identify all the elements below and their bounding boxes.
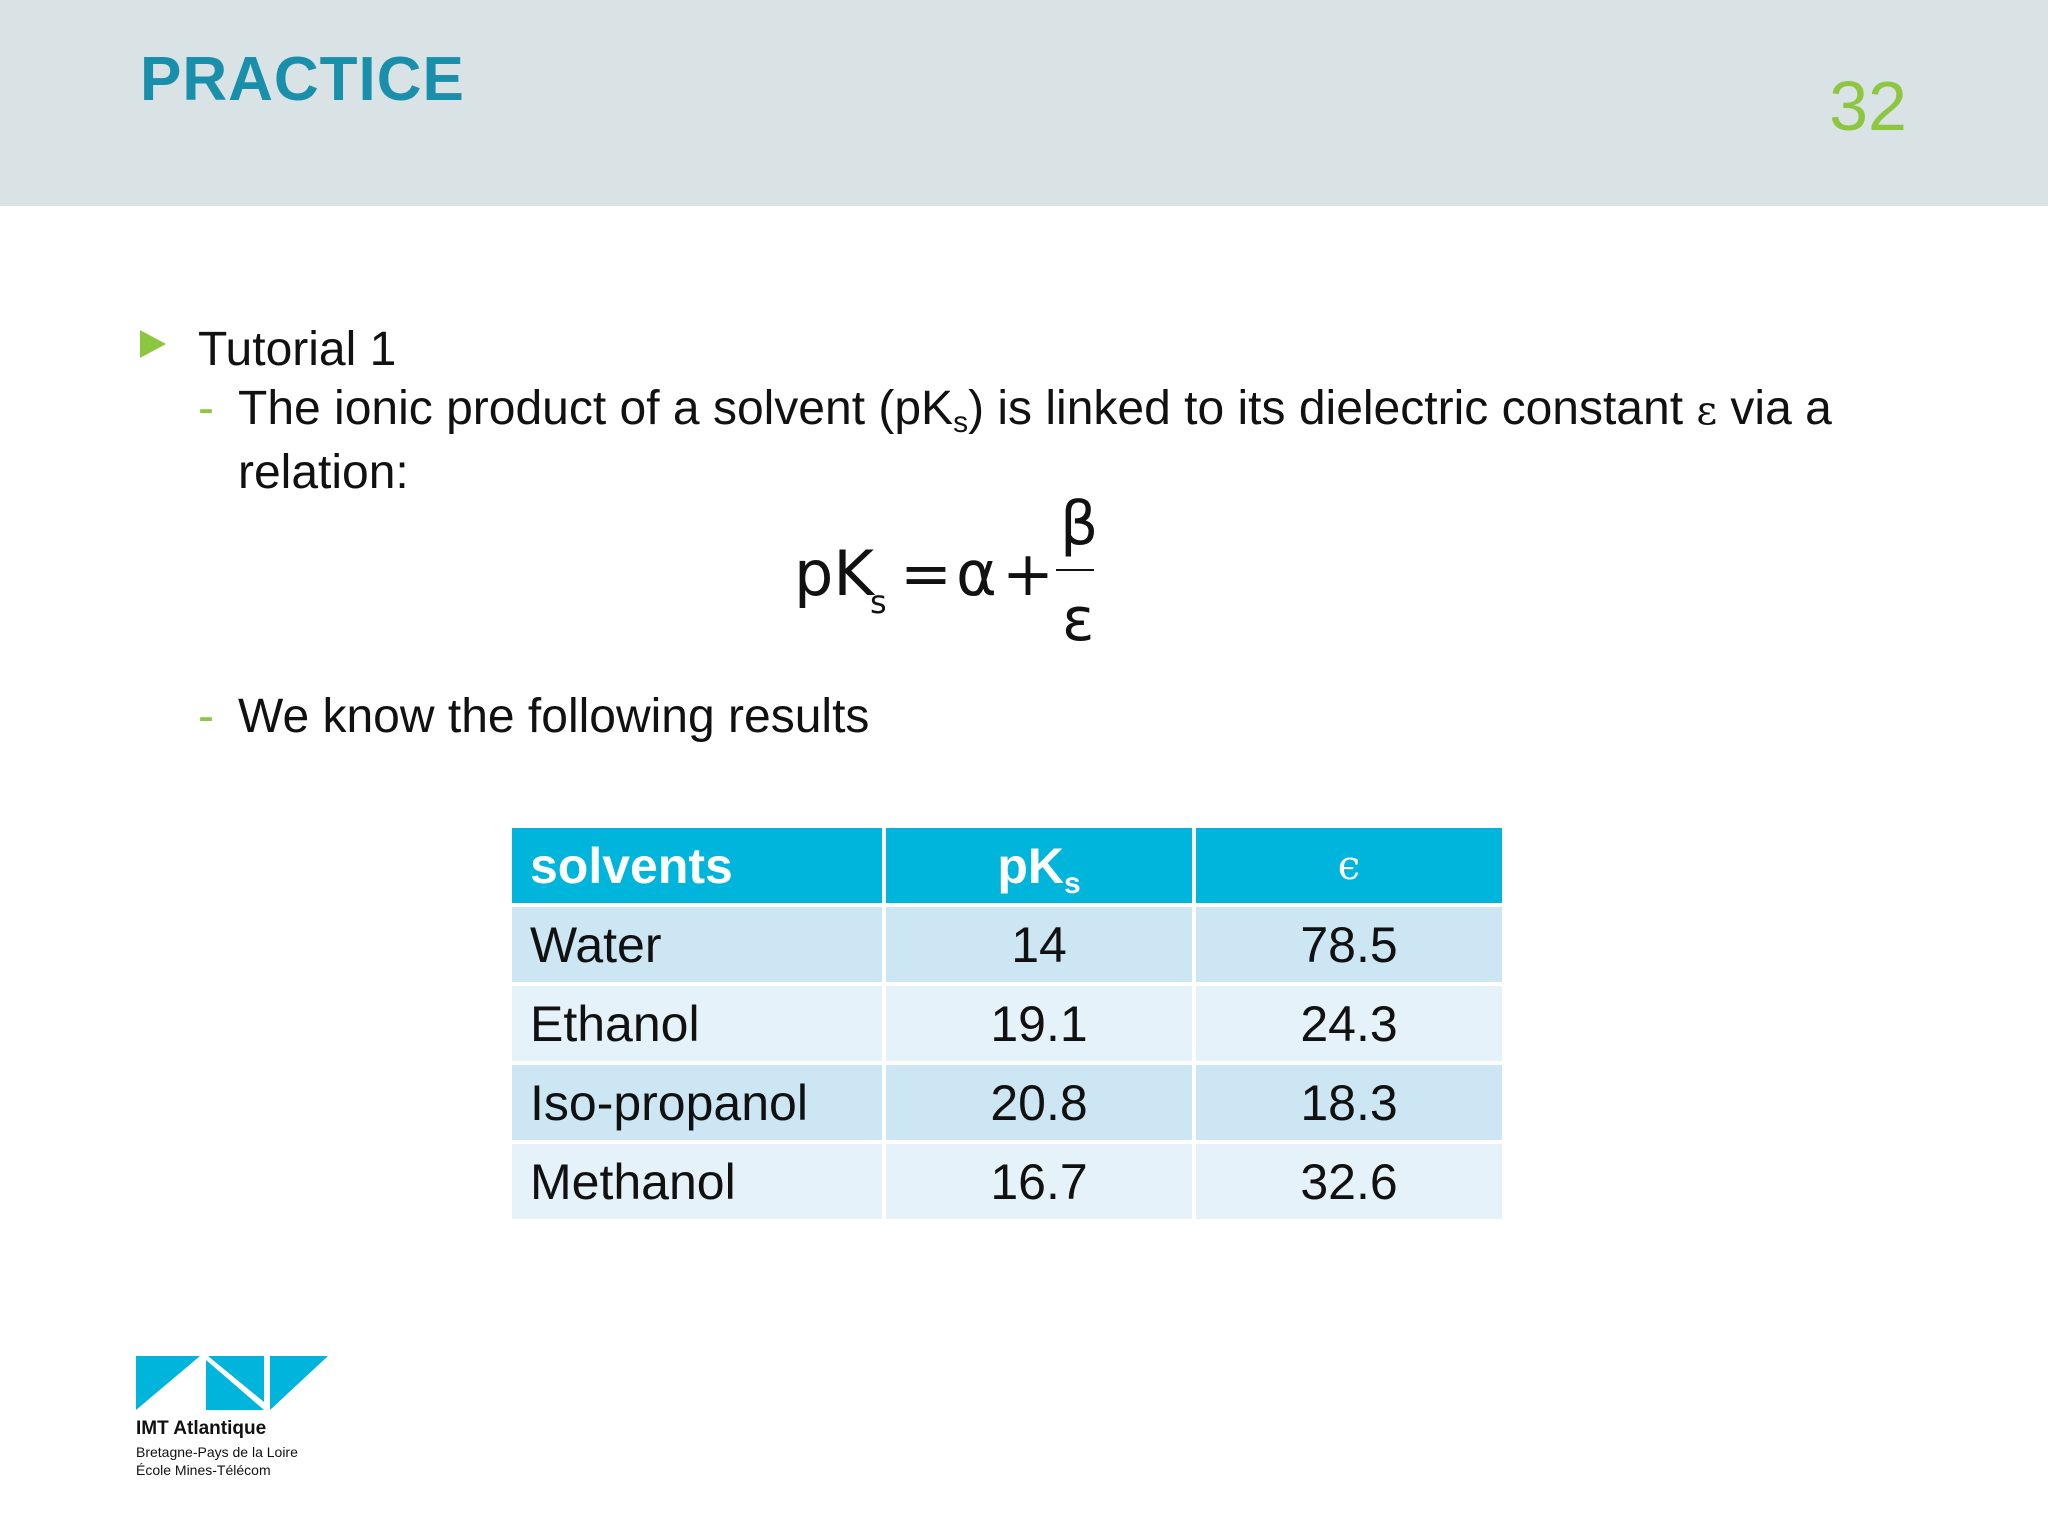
bullet-text: Tutorial 1 (198, 323, 397, 376)
table-row (510, 1063, 1504, 1142)
cell-solvent: Iso-propanol (510, 1063, 884, 1142)
cell-pks: 14 (884, 905, 1194, 984)
cell-epsilon: 18.3 (1194, 1063, 1504, 1142)
formula-denominator: ε (1062, 585, 1095, 655)
cell-pks: 19.1 (884, 984, 1194, 1063)
table-row (510, 905, 1504, 984)
table-row (510, 984, 1504, 1063)
header-epsilon: ϵ (1194, 826, 1504, 905)
cell-pks: 16.7 (884, 1142, 1194, 1221)
header-pks: $pK_s$ (884, 826, 1194, 905)
results-text: We know the following results (238, 690, 870, 743)
formula-alpha: α (956, 537, 997, 610)
formula (794, 489, 1114, 665)
page-number: 32 (1829, 67, 1907, 145)
imt-logo-icon (136, 1356, 328, 1412)
slide-header (0, 0, 2048, 206)
imt-atlantique-logo (136, 1356, 336, 1478)
cell-pks: 20.8 (884, 1063, 1194, 1142)
slide-title: PRACTICE (140, 45, 465, 114)
results-table (508, 824, 1506, 1223)
dash-bullet-icon: - (198, 382, 214, 435)
cell-epsilon: 32.6 (1194, 1142, 1504, 1221)
cell-epsilon: 78.5 (1194, 905, 1504, 984)
cell-solvent: Ethanol (510, 984, 884, 1063)
formula-lhs-subscript: s (870, 583, 887, 621)
formula-equals: = (900, 537, 952, 610)
logo-subtitle: Bretagne-Pays de la Loire (136, 1444, 298, 1460)
table-header-row (510, 826, 1504, 905)
cell-solvent: Water (510, 905, 884, 984)
relation-text: The ionic product of a solvent $(pK_s)$ is linked to its dielectric constant ε via a relation: (238, 382, 1832, 499)
header-solvents: solvents (510, 826, 884, 905)
logo-name: IMT Atlantique (136, 1418, 267, 1439)
formula-numerator: β (1060, 489, 1099, 559)
formula-plus: + (1002, 537, 1054, 610)
fraction-bar (1056, 569, 1094, 571)
triangle-bullet-icon (140, 330, 166, 358)
cell-solvent: Methanol (510, 1142, 884, 1221)
logo-school: École Mines-Télécom (136, 1462, 271, 1478)
dash-bullet-icon: - (198, 690, 214, 743)
cell-epsilon: 24.3 (1194, 984, 1504, 1063)
formula-lhs: pK (794, 537, 875, 610)
table-row (510, 1142, 1504, 1221)
